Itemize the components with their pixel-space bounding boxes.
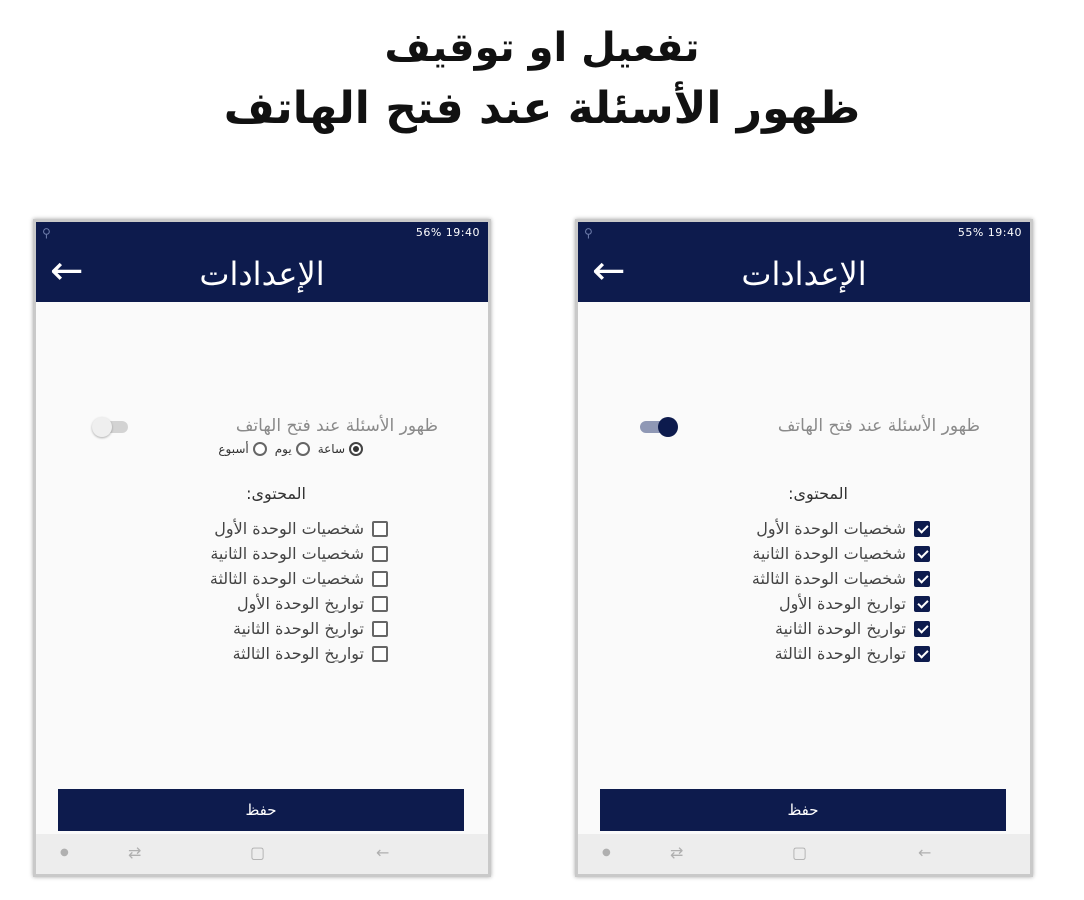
content-section-label: المحتوى: xyxy=(246,484,306,503)
settings-content xyxy=(578,302,1030,812)
arrow-left-icon[interactable]: ← xyxy=(592,248,626,294)
status-text: 55% 19:40 xyxy=(957,226,1022,239)
toggle-row xyxy=(36,412,488,442)
checklist-item[interactable] xyxy=(752,591,930,616)
content-section-label: المحتوى: xyxy=(788,484,848,503)
checklist-item-label: شخصيات الوحدة الثانية xyxy=(752,544,906,563)
checklist-item-label: شخصيات الوحدة الثالثة xyxy=(751,569,906,588)
checkbox[interactable] xyxy=(914,596,930,612)
checklist-item-label: تواريخ الوحدة الثالثة xyxy=(232,644,364,663)
dot-icon: ● xyxy=(60,847,69,858)
checkbox[interactable] xyxy=(372,646,388,662)
frequency-label: يوم xyxy=(274,442,292,456)
status-bar xyxy=(578,222,1030,244)
checklist-item-label: تواريخ الوحدة الثانية xyxy=(233,619,364,638)
wifi-icon: ⚲ xyxy=(42,226,51,240)
app-bar xyxy=(578,244,1030,302)
radio-button[interactable] xyxy=(253,442,267,456)
settings-content xyxy=(36,302,488,812)
questions-toggle[interactable] xyxy=(94,421,128,433)
checklist-item[interactable] xyxy=(752,641,930,666)
recent-apps-icon[interactable]: ⇄ xyxy=(670,843,684,862)
checklist-item-label: شخصيات الوحدة الثانية xyxy=(210,544,364,563)
frequency-label: أسبوع xyxy=(218,442,249,456)
checklist-item[interactable] xyxy=(210,541,388,566)
checkbox[interactable] xyxy=(372,546,388,562)
toggle-knob xyxy=(658,417,678,437)
headline xyxy=(0,20,1084,142)
checklist-item-label: تواريخ الوحدة الأول xyxy=(778,594,906,613)
checklist-item-label: تواريخ الوحدة الثالثة xyxy=(774,644,906,663)
save-button[interactable]: حفظ xyxy=(58,789,464,831)
checkbox[interactable] xyxy=(372,571,388,587)
frequency-label: ساعة xyxy=(317,442,345,456)
checklist-item[interactable] xyxy=(752,541,930,566)
page-title: الإعدادات xyxy=(199,255,325,293)
headline-line-2: ظهور الأسئلة عند فتح الهاتف xyxy=(223,83,861,134)
checklist-item[interactable] xyxy=(210,616,388,641)
phone-screen-disabled xyxy=(33,219,491,877)
page-title: الإعدادات xyxy=(741,255,867,293)
wifi-icon: ⚲ xyxy=(584,226,593,240)
checklist-item[interactable] xyxy=(210,591,388,616)
checklist-item[interactable] xyxy=(210,566,388,591)
home-icon[interactable]: ▢ xyxy=(792,843,808,862)
recent-apps-icon[interactable]: ⇄ xyxy=(128,843,142,862)
checkbox[interactable] xyxy=(914,546,930,562)
toggle-label: ظهور الأسئلة عند فتح الهاتف xyxy=(777,416,980,436)
android-nav-bar xyxy=(36,834,488,874)
checklist-item-label: شخصيات الوحدة الأول xyxy=(756,519,906,538)
status-text: 56% 19:40 xyxy=(415,226,480,239)
checkbox[interactable] xyxy=(914,621,930,637)
checklist-item-label: تواريخ الوحدة الثانية xyxy=(775,619,906,638)
frequency-option-hour[interactable] xyxy=(318,442,363,456)
questions-toggle[interactable] xyxy=(640,421,674,433)
checkbox[interactable] xyxy=(372,596,388,612)
checklist-item[interactable] xyxy=(210,516,388,541)
checklist-item[interactable] xyxy=(210,641,388,666)
app-bar xyxy=(36,244,488,302)
home-icon[interactable]: ▢ xyxy=(250,843,266,862)
checklist-item-label: شخصيات الوحدة الأول xyxy=(214,519,364,538)
checkbox[interactable] xyxy=(372,621,388,637)
toggle-label: ظهور الأسئلة عند فتح الهاتف xyxy=(235,416,438,436)
frequency-radio-group xyxy=(210,442,363,456)
back-nav-icon[interactable]: ← xyxy=(376,843,390,862)
checkbox[interactable] xyxy=(914,521,930,537)
content-checklist xyxy=(210,516,388,666)
frequency-option-day[interactable] xyxy=(275,442,310,456)
save-button[interactable]: حفظ xyxy=(600,789,1006,831)
checklist-item[interactable] xyxy=(752,616,930,641)
android-nav-bar xyxy=(578,834,1030,874)
headline-line-1: تفعيل او توقيف xyxy=(384,25,700,71)
radio-button[interactable] xyxy=(349,442,363,456)
checkbox[interactable] xyxy=(372,521,388,537)
frequency-option-week[interactable] xyxy=(218,442,266,456)
content-checklist xyxy=(752,516,930,666)
toggle-knob xyxy=(92,417,112,437)
checkbox[interactable] xyxy=(914,571,930,587)
phone-screen-enabled xyxy=(575,219,1033,877)
checklist-item[interactable] xyxy=(752,516,930,541)
arrow-left-icon[interactable]: ← xyxy=(50,248,84,294)
dot-icon: ● xyxy=(602,847,611,858)
back-nav-icon[interactable]: ← xyxy=(918,843,932,862)
checklist-item-label: شخصيات الوحدة الثالثة xyxy=(209,569,364,588)
checklist-item-label: تواريخ الوحدة الأول xyxy=(236,594,364,613)
radio-button[interactable] xyxy=(296,442,310,456)
checkbox[interactable] xyxy=(914,646,930,662)
toggle-row xyxy=(578,412,1030,442)
status-bar xyxy=(36,222,488,244)
checklist-item[interactable] xyxy=(752,566,930,591)
